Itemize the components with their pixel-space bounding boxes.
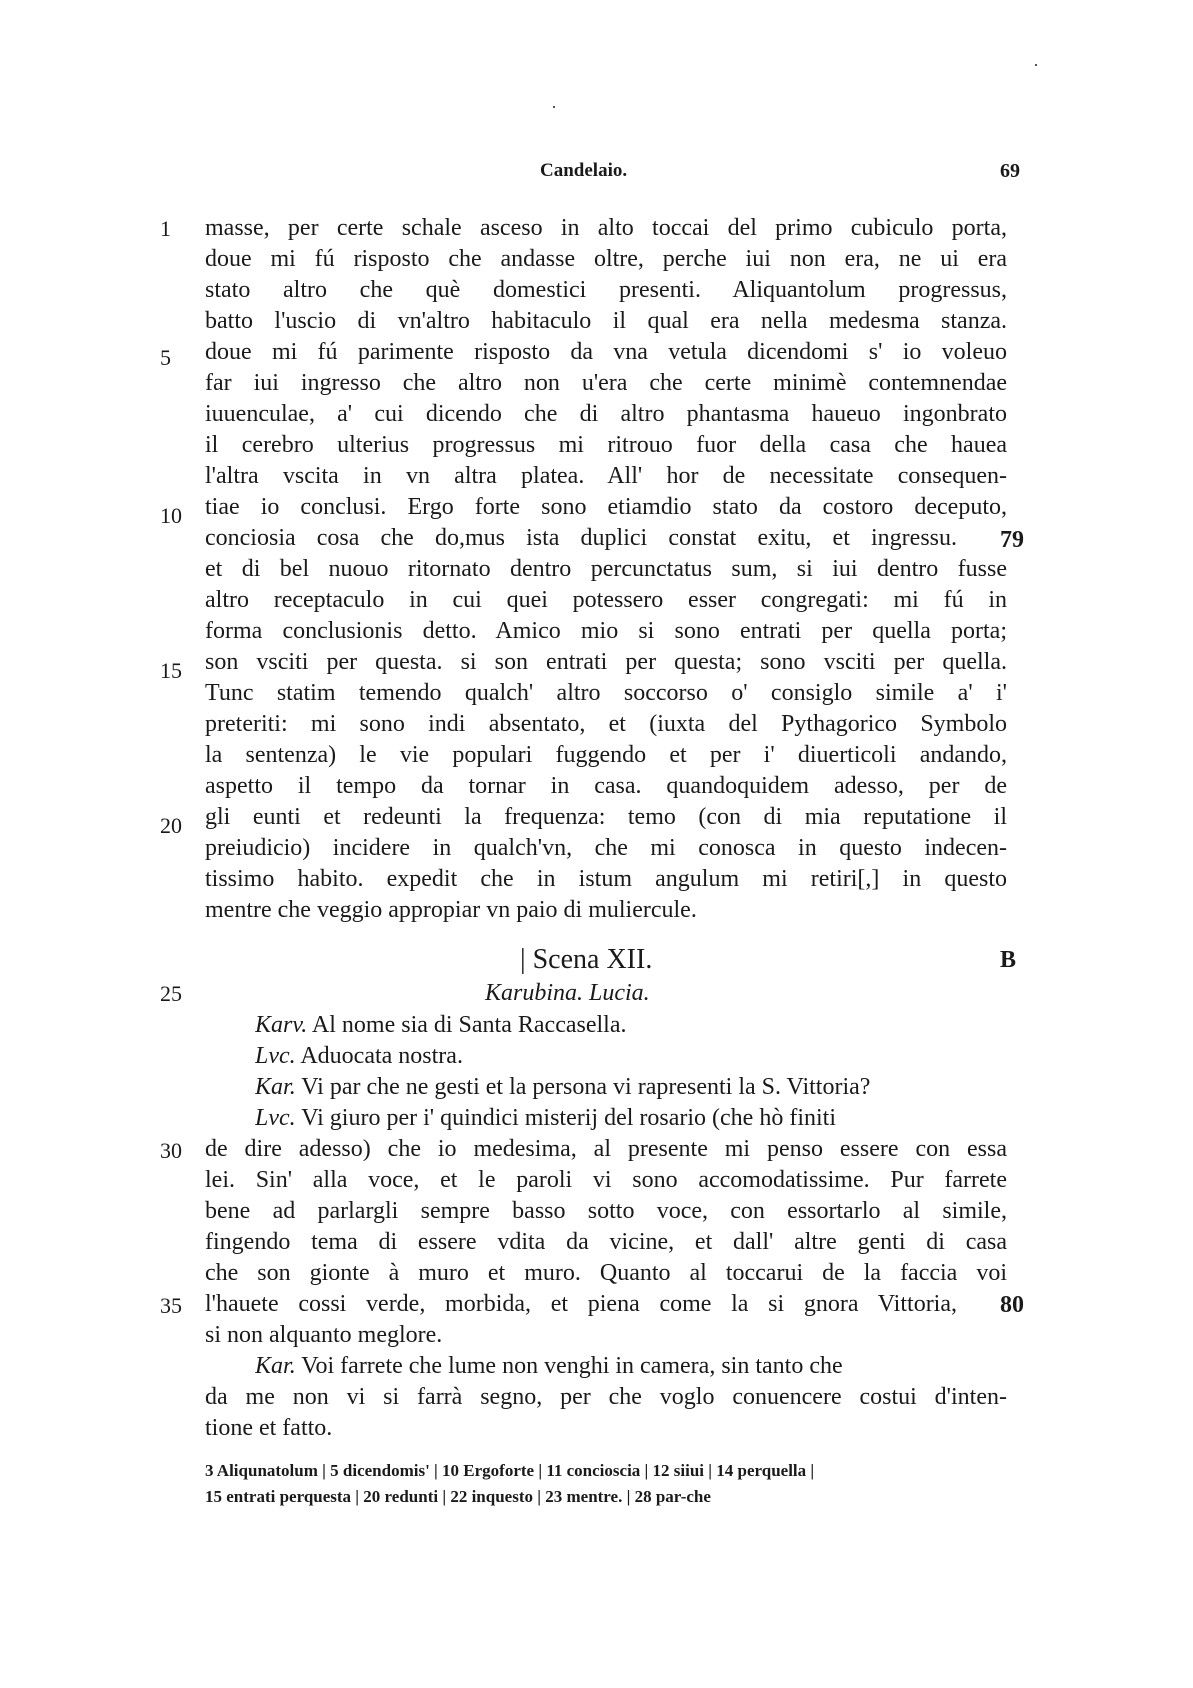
text-line: fingendo tema di essere vdita da vicine, et dall' altre genti di casa (205, 1229, 1007, 1255)
scene-title: | Scena XII. (520, 944, 653, 975)
margin-reference: 80 (1000, 1292, 1024, 1318)
text-line: altro receptaculo in cui quei potessero esser congregati: mi fú in (205, 587, 1007, 613)
line-number: 1 (160, 216, 171, 241)
speaker-name: Lvc. (255, 1105, 296, 1131)
text-line: doue mi fú parimente risposto da vna vetula dicendomi s' io voleuo (205, 339, 1007, 365)
text-line: tione et fatto. (205, 1415, 333, 1441)
speech: Vi giuro per i' quindici misterij del rosario (che hò finiti (301, 1105, 836, 1131)
running-title: Candelaio. (540, 160, 628, 181)
speck (1035, 64, 1037, 66)
dialogue-line (255, 1072, 1007, 1103)
footnote-line: 3 Aliqunatolum | 5 dicendomis' | 10 Ergoforte | 11 concioscia | 12 siiui | 14 perquella | (205, 1461, 815, 1480)
text-line: l'hauete cossi verde, morbida, et piena come la si gnora Vittoria, (205, 1291, 957, 1317)
speaker-name: Karv. (255, 1012, 308, 1038)
text-line: il cerebro ulterius progressus mi ritrouo fuor della casa che hauea (205, 432, 1007, 458)
text-line: lei. Sin' alla voce, et le paroli vi sono accomodatissime. Pur farrete (205, 1167, 1007, 1193)
text-line: che son gionte à muro et muro. Quanto al toccarui de la faccia voi (205, 1260, 1007, 1286)
text-line: da me non vi si farrà segno, per che voglo conuencere costui d'inten- (205, 1384, 1007, 1410)
text-line: preiudicio) incidere in qualch'vn, che mi conosca in questo indecen- (205, 835, 1007, 861)
line-number: 20 (160, 813, 182, 838)
dialogue-line (255, 1103, 1007, 1134)
speck (553, 106, 555, 108)
text-line: preteriti: mi sono indi absentato, et (iuxta del Pythagorico Symbolo (205, 711, 1007, 737)
text-line: tissimo habito. expedit che in istum angulum mi retiri[,] in questo (205, 866, 1007, 892)
text-line: aspetto il tempo da tornar in casa. quandoquidem adesso, per de (205, 773, 1007, 799)
dialogue-line (255, 1041, 1007, 1072)
speech: Aduocata nostra. (300, 1043, 463, 1069)
line-number: 5 (160, 345, 171, 370)
text-line: tiae io conclusi. Ergo forte sono etiamdio stato da costoro deceputo, (205, 494, 1007, 520)
text-line: forma conclusionis detto. Amico mio si sono entrati per quella porta; (205, 618, 1007, 644)
line-number: 25 (160, 981, 182, 1006)
line-number: 10 (160, 503, 182, 528)
dialogue-line (255, 1351, 1007, 1382)
text-line: l'altra vscita in vn altra platea. All' hor de necessitate consequen- (205, 463, 1007, 489)
line-number: 15 (160, 658, 182, 683)
text-line: stato altro che què domestici presenti. Aliquantolum progressus, (205, 277, 1007, 303)
speaker-name: Kar. (255, 1074, 296, 1100)
text-line: la sentenza) le vie populari fuggendo et per i' diuerticoli andando, (205, 742, 1007, 768)
speech: Vi par che ne gesti et la persona vi rapresenti la S. Vittoria? (301, 1074, 871, 1100)
speech: Al nome sia di Santa Raccasella. (311, 1012, 627, 1038)
text-line: iuuenculae, a' cui dicendo che di altro phantasma haueuo ingonbrato (205, 401, 1007, 427)
text-line: Tunc statim temendo qualch' altro soccorso o' consiglo simile a' i' (205, 680, 1007, 706)
footnote-line: 15 entrati perquesta | 20 redunti | 22 inquesto | 23 mentre. | 28 par-che (205, 1487, 711, 1506)
text-line: conciosia cosa che do,mus ista duplici constat exitu, et ingressu. (205, 525, 957, 551)
text-line: et di bel nuouo ritornato dentro percunctatus sum, si iui dentro fusse (205, 556, 1007, 582)
text-line: si non alquanto meglore. (205, 1322, 443, 1348)
speaker-name: Kar. (255, 1353, 296, 1379)
scene-persons: Karubina. Lucia. (485, 980, 650, 1006)
text-line: son vsciti per questa. si son entrati per questa; sono vsciti per quella. (205, 649, 1007, 675)
text-line: de dire adesso) che io medesima, al presente mi penso essere con essa (205, 1136, 1007, 1162)
text-line: bene ad parlargli sempre basso sotto voce, con essortarlo al simile, (205, 1198, 1007, 1224)
text-line: gli eunti et redeunti la frequenza: temo (con di mia reputatione il (205, 804, 1007, 830)
speaker-name: Lvc. (255, 1043, 296, 1069)
margin-reference: B (1000, 947, 1017, 973)
page-number: 69 (1000, 160, 1020, 182)
text-line: doue mi fú risposto che andasse oltre, perche iui non era, ne ui era (205, 246, 1007, 272)
line-number: 35 (160, 1293, 182, 1318)
text-line: mentre che veggio appropiar vn paio di muliercule. (205, 897, 697, 923)
page-header (0, 160, 1193, 190)
text-line: masse, per certe schale asceso in alto toccai del primo cubiculo porta, (205, 215, 1007, 241)
margin-reference: 79 (1000, 527, 1024, 553)
text-line: batto l'uscio di vn'altro habitaculo il qual era nella medesma stanza. (205, 308, 1007, 334)
text-line: far iui ingresso che altro non u'era che certe minimè contemnendae (205, 370, 1007, 396)
line-number: 30 (160, 1138, 182, 1163)
speech: Voi farrete che lume non venghi in camera, sin tanto che (301, 1353, 843, 1379)
dialogue-line (255, 1010, 1007, 1041)
